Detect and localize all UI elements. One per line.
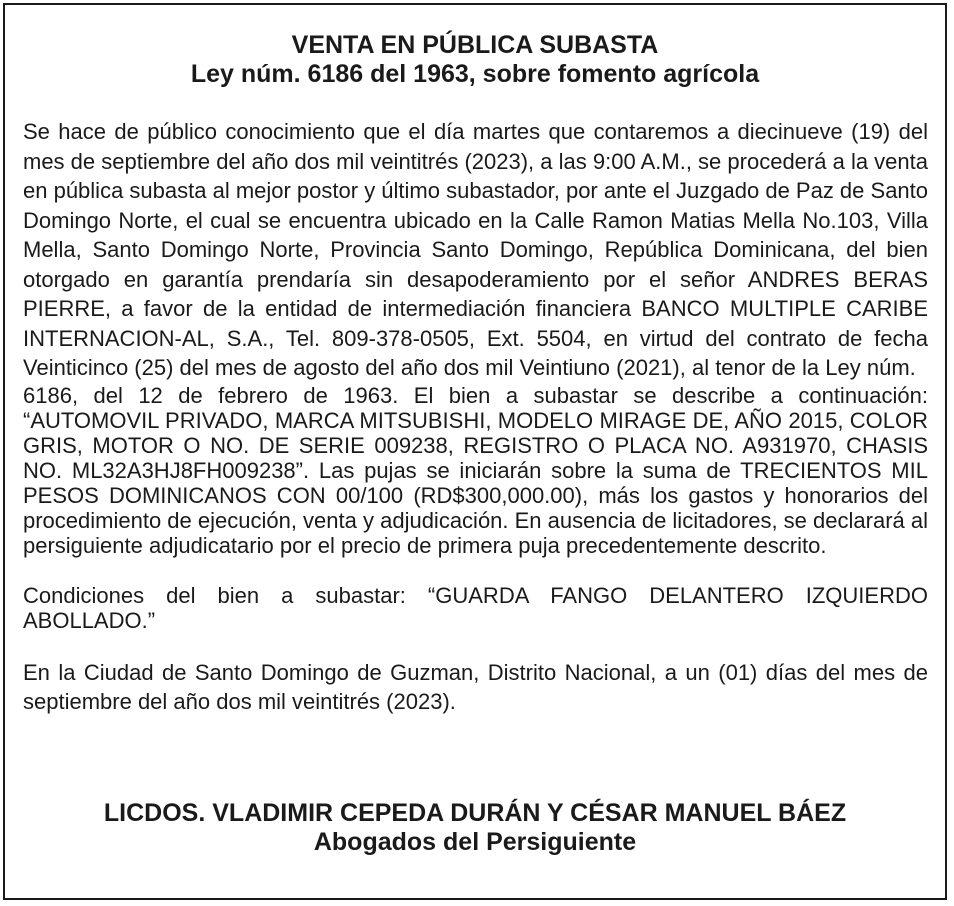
paragraph-1-part-1: Se hace de público conocimiento que el día martes que contaremos a diecinueve (19) del mes de septiembre del año dos mil veintitrés (2023), a las 9:00 A.M., se procederá a la venta en pública subasta al mejor postor y último subastador, por ante el Juzgado de Paz de Santo Domingo Norte, el cual se encuentra ubicado en la Calle Ramon Matias Mella No.103, Villa Mella, Santo Domingo Norte, Provincia Santo Domingo, República Dominicana, del bien otorgado en garantía prendaría sin desapoderamiento por el señor ANDRES BERAS PIERRE, a favor de la entidad de intermediación financiera BANCO MULTIPLE CARIBE INTERNACION-AL, S.A., Tel. 809-378-0505, Ext. 5504, en virtud del contrato de fecha Veinticinco (25) del mes de agosto del año dos mil Veintiuno (2021), al tenor de la Ley núm. bbox=[23, 119, 929, 380]
header bbox=[5, 31, 945, 89]
notice-title: VENTA EN PÚBLICA SUBASTA bbox=[291, 31, 659, 59]
signature-role: Abogados del Persiguiente bbox=[313, 828, 637, 856]
notice-subtitle: Ley núm. 6186 del 1963, sobre fomento agrícola bbox=[190, 60, 760, 88]
signature-block bbox=[5, 799, 945, 857]
notice-body bbox=[23, 117, 928, 717]
paragraph-date: En la Ciudad de Santo Domingo de Guzman, Distrito Nacional, a un (01) días del mes de septiembre del año dos mil veintitrés (2023). bbox=[23, 659, 928, 714]
paragraph-1-part-2: 6186, del 12 de febrero de 1963. El bien a subastar se describe a continuación: “AUTOMOVIL PRIVADO, MARCA MITSUBISHI, MODELO MIRAGE DE, AÑO 2015, COLOR GRIS, MOTOR O NO. DE SERIE 009238, REGISTRO O PLACA NO. A931970, CHASIS NO. ML32A3HJ8FH009238”. Las pujas se iniciarán sobre la suma de TRECIENTOS MIL PESOS DOMINICANOS CON 00/100 (RD$300,000.00), más los gastos y honorarios del procedimiento de ejecución, venta y adjudicación. En ausencia de licitadores, se declarará al persiguiente adjudicatario por el precio de primera puja precedentemente descrito. bbox=[23, 382, 928, 558]
paragraph-conditions: Condiciones del bien a subastar: “GUARDA FANGO DELANTERO IZQUIERDO ABOLLADO.” bbox=[23, 582, 928, 633]
signature-names: LICDOS. VLADIMIR CEPEDA DURÁN Y CÉSAR MANUEL BÁEZ bbox=[103, 799, 847, 827]
notice-frame bbox=[3, 3, 947, 900]
